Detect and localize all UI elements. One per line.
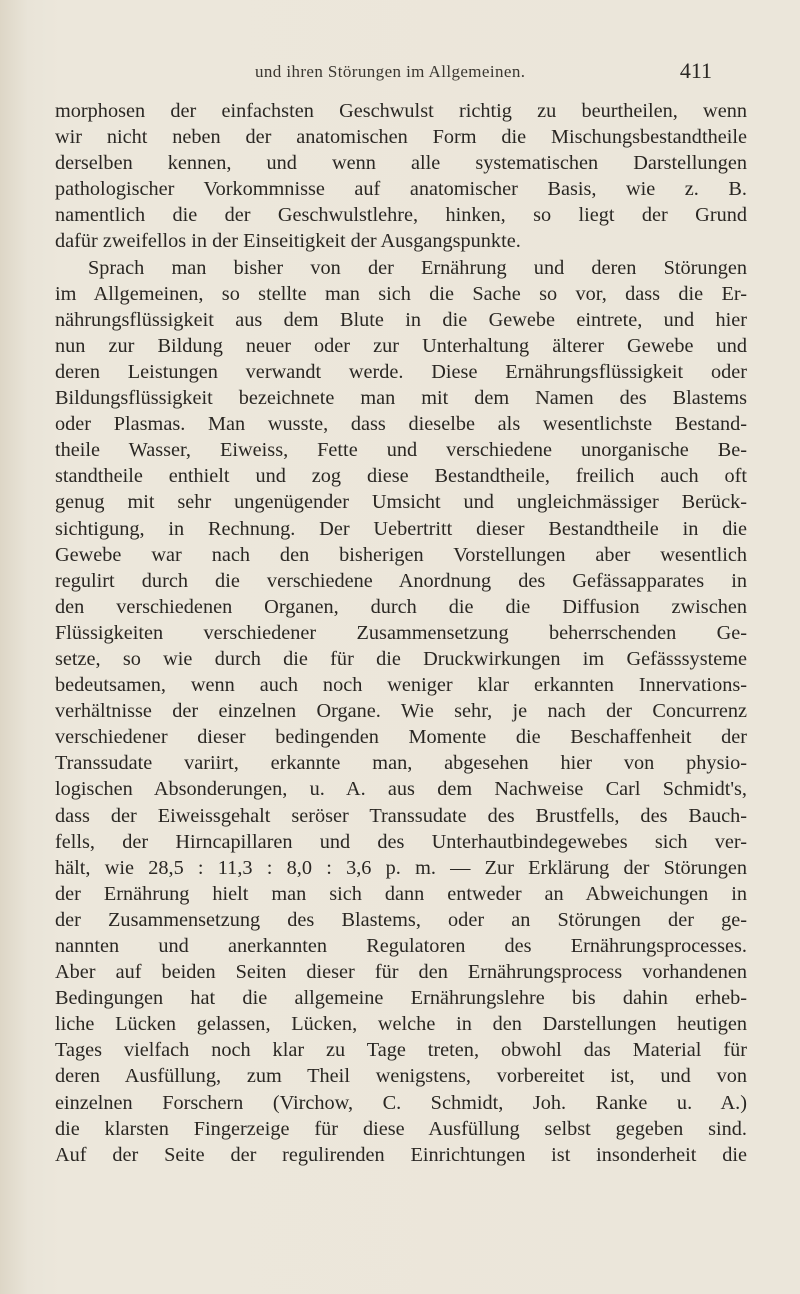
text-line: setze, so wie durch die für die Druckwirkungen im Gefässsysteme xyxy=(55,647,747,670)
body-text xyxy=(55,98,747,1168)
text-line: derselben kennen, und wenn alle systematischen Darstellungen xyxy=(55,152,747,175)
text-line: Sprach man bisher von der Ernährung und deren Störungen xyxy=(88,256,747,279)
running-head-title: und ihren Störungen im Allgemeinen. xyxy=(255,62,526,81)
running-head xyxy=(0,58,800,88)
text-line: logischen Absonderungen, u. A. aus dem Nachweise Carl Schmidt's, xyxy=(55,778,747,801)
text-line: verhältnisse der einzelnen Organe. Wie sehr, je nach der Concurrenz xyxy=(55,700,747,723)
text-line: Bildungsflüssigkeit bezeichnete man mit dem Namen des Blastems xyxy=(55,387,747,410)
text-line: wir nicht neben der anatomischen Form die Mischungsbestandtheile xyxy=(55,126,747,149)
text-line: dass der Eiweissgehalt seröser Transsudate des Brustfells, des Bauch- xyxy=(55,804,747,827)
text-line: pathologischer Vorkommnisse auf anatomischer Basis, wie z. B. xyxy=(55,178,747,201)
text-line: Tages vielfach noch klar zu Tage treten, obwohl das Material für xyxy=(55,1039,747,1062)
text-line: genug mit sehr ungenügender Umsicht und ungleichmässiger Berück- xyxy=(55,491,747,514)
text-line: Gewebe war nach den bisherigen Vorstellungen aber wesentlich xyxy=(55,543,747,566)
text-line: Flüssigkeiten verschiedener Zusammensetzung beherrschenden Ge- xyxy=(55,621,747,644)
text-line: im Allgemeinen, so stellte man sich die Sache so vor, dass die Er- xyxy=(55,282,747,305)
text-line: einzelnen Forschern (Virchow, C. Schmidt, Joh. Ranke u. A.) xyxy=(55,1091,747,1114)
text-line: deren Ausfüllung, zum Theil wenigstens, vorbereitet ist, und von xyxy=(55,1065,747,1088)
text-line: den verschiedenen Organen, durch die die Diffusion zwischen xyxy=(55,595,747,618)
text-line: Bedingungen hat die allgemeine Ernährungslehre bis dahin erheb- xyxy=(55,987,747,1010)
text-line: der Ernährung hielt man sich dann entweder an Abweichungen in xyxy=(55,882,747,905)
text-line: regulirt durch die verschiedene Anordnung des Gefässapparates in xyxy=(55,569,747,592)
text-line: morphosen der einfachsten Geschwulst richtig zu beurtheilen, wenn xyxy=(55,100,747,122)
text-line: dafür zweifellos in der Einseitigkeit der Ausgangspunkte. xyxy=(55,230,521,253)
text-line: bedeutsamen, wenn auch noch weniger klar erkannten Innervations- xyxy=(55,674,747,697)
text-line: namentlich die der Geschwulstlehre, hinken, so liegt der Grund xyxy=(55,204,747,227)
text-line: liche Lücken gelassen, Lücken, welche in den Darstellungen heutigen xyxy=(55,1013,747,1036)
text-line: theile Wasser, Eiweiss, Fette und verschiedene unorganische Be- xyxy=(55,439,747,462)
text-line: fells, der Hirncapillaren und des Unterhautbindegewebes sich ver- xyxy=(55,830,747,853)
text-line: verschiedener dieser bedingenden Momente die Beschaffenheit der xyxy=(55,726,747,749)
text-line: deren Leistungen verwandt werde. Diese Ernährungsflüssigkeit oder xyxy=(55,360,747,383)
text-line: die klarsten Fingerzeige für diese Ausfüllung selbst gegeben sind. xyxy=(55,1117,747,1140)
page-number: 411 xyxy=(679,58,712,83)
text-line: der Zusammensetzung des Blastems, oder an Störungen der ge- xyxy=(55,908,747,931)
text-line: nun zur Bildung neuer oder zur Unterhaltung älterer Gewebe und xyxy=(55,334,747,357)
text-line: Transsudate variirt, erkannte man, abgesehen hier von physio- xyxy=(55,752,747,775)
text-line: sichtigung, in Rechnung. Der Uebertritt dieser Bestandtheile in die xyxy=(55,517,747,540)
text-line: Auf der Seite der regulirenden Einrichtungen ist insonderheit die xyxy=(55,1143,747,1166)
text-line: nannten und anerkannten Regulatoren des Ernährungsprocesses. xyxy=(55,935,747,957)
text-line: oder Plasmas. Man wusste, dass dieselbe als wesentlichste Bestand- xyxy=(55,413,747,436)
text-line: hält, wie 28,5 : 11,3 : 8,0 : 3,6 p. m. — Zur Erklärung der Störungen xyxy=(55,856,747,879)
text-line: standtheile enthielt und zog diese Bestandtheile, freilich auch oft xyxy=(55,465,747,488)
text-line: nährungsflüssigkeit aus dem Blute in die Gewebe eintrete, und hier xyxy=(55,308,747,331)
text-line: Aber auf beiden Seiten dieser für den Ernährungsprocess vorhandenen xyxy=(55,961,747,984)
